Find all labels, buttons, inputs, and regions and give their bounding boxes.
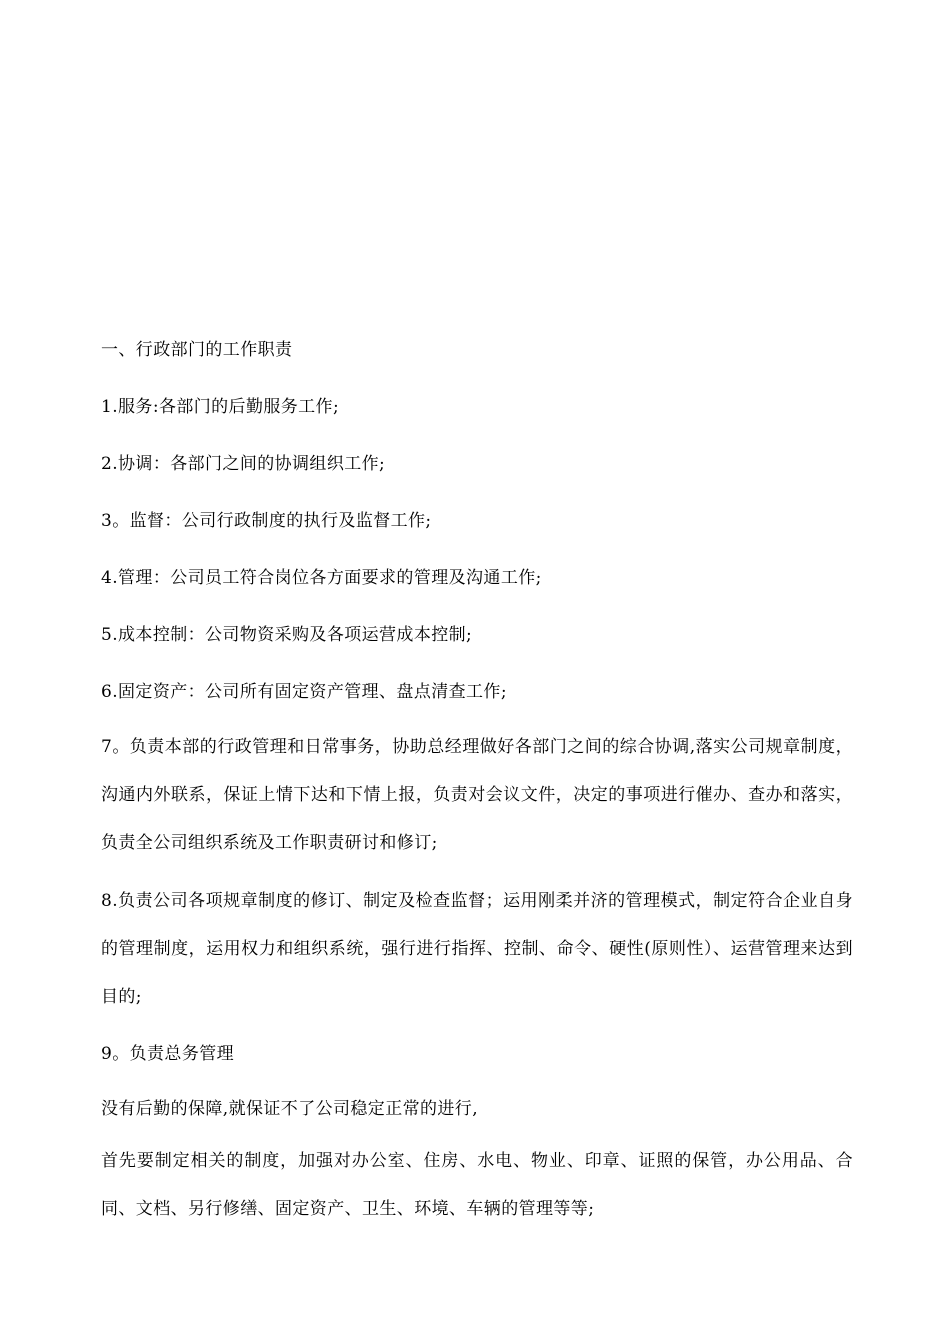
duty-item-3: 3。监督：公司行政制度的执行及监督工作; bbox=[101, 511, 432, 531]
duty-item-4: 4.管理：公司员工符合岗位各方面要求的管理及沟通工作; bbox=[101, 568, 542, 588]
duty-item-6: 6.固定资产：公司所有固定资产管理、盘点清查工作; bbox=[101, 682, 507, 702]
document-body bbox=[101, 333, 853, 1233]
logistics-detail: 首先要制定相关的制度，加强对办公室、住房、水电、物业、印章、证照的保管，办公用品、合同、文档、另行修缮、固定资产、卫生、环境、车辆的管理等等; bbox=[101, 1151, 853, 1219]
duty-item-2: 2.协调：各部门之间的协调组织工作; bbox=[101, 454, 386, 474]
duty-item-1: 1.服务:各部门的后勤服务工作; bbox=[101, 397, 340, 417]
logistics-note: 没有后勤的保障,就保证不了公司稳定正常的进行, bbox=[101, 1099, 479, 1119]
duty-item-9: 9。负责总务管理 bbox=[101, 1044, 235, 1064]
section-heading: 一、行政部门的工作职责 bbox=[101, 340, 293, 360]
duty-item-8: 8.负责公司各项规章制度的修订、制定及检查监督；运用刚柔并济的管理模式，制定符合企业自身的管理制度，运用权力和组织系统，强行进行指挥、控制、命令、硬性(原则性）、运营管理来达到目的; bbox=[101, 891, 853, 1007]
duty-item-7: 7。负责本部的行政管理和日常事务，协助总经理做好各部门之间的综合协调,落实公司规章制度，沟通内外联系，保证上情下达和下情上报，负责对会议文件，决定的事项进行催办、查办和落实，负责全公司组织系统及工作职责研讨和修订; bbox=[101, 737, 853, 853]
duty-item-5: 5.成本控制：公司物资采购及各项运营成本控制; bbox=[101, 625, 473, 645]
